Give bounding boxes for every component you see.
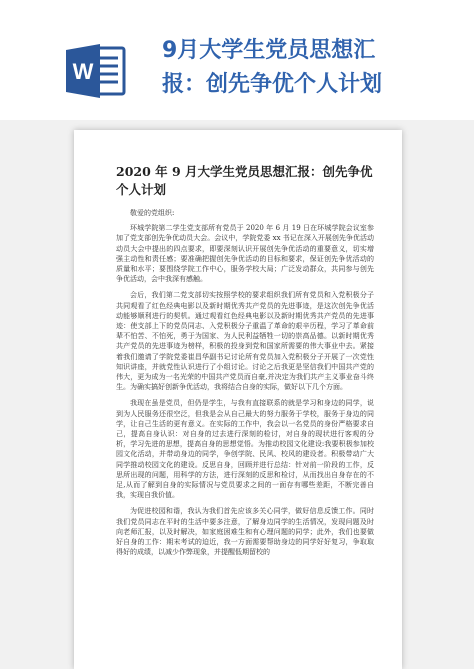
greeting: 敬爱的党组织: [130,209,175,217]
paragraph-1: 环城学院第二学生党支部所有党员于 2020 年 6 月 19 日在环城学院会议室参加了党支部创先争优动员大会。会议中，学院党委 xx 书记在深入开展创先争优活动动员大会中提出的四点要求，即要深刻认识开展创先争优活动的重要意义，切实增强主动性和责任感；要准确把握创先争优活动的目标和要求，保证创先争优活动的质量和水平；要围绕学院工作中心，服务学校大局；广泛发动群众，共同参与创先争优活动，会中我深有感触。 [116,224,374,284]
document-title-line-1: 9月大学生党员思想汇 [162,38,376,63]
paragraph-4: 为促进校园和谐，我认为我们首先应该多关心同学，做好信息反馈工作。同时我们党员同志在平时的生活中要多注意，了解身边同学的生活情况，发现问题及时向老师汇报，以及时解决，如家庭困难生和有心理问题的同学；此外，我们也要做好自身的工作：期末考试的迫近，我一方面需要帮助身边的同学好好复习，争取取得好的成绩，以减少作弊现象，并提醒低期留校的 [116,507,374,557]
word-document-icon [64,42,128,100]
word-icon-letter: W [72,59,94,84]
paragraph-2: 会后，我们第二党支部切实按照学校的要求组织我们所有党员和入党积极分子共同观看了红色经典电影以及新时期优秀共产党员的先进事迹，是这次创先争优活动能够顺利进行的契机。通过观看红色经典电影以及新时期优秀共产党员的先进事迹：使支部上下的党员同志、入党积极分子重温了革命的艰辛历程，学习了革命前辈不怕苦、不怕死，勇于为国家、为人民利益牺牲一切的崇高品德。以新时期优秀共产党员的先进事迹为榜样，积极的投身到党和国家所需要的伟大事业中去。紧接着我们邀请了学院党委崔昌华副书记讨论所有党员加入党积极分子开展了一次党性知识讲座，并就党性认识进行了小组讨论。讨论之后我更是坚信我们中国共产党的伟大，更为成为一名光荣的中国共产党员而自豪,并决定为我们共产主义事业奋斗终生。为确实搞好创新争优活动，我将结合自身的实际，做好以下几个方面。 [116,291,374,392]
document-body [116,208,374,564]
page-title: 2020 年 9 月大学生党员思想汇报：创先争优个人计划 [116,164,373,197]
document-page [74,130,402,669]
document-title [162,34,462,102]
document-title-line-2: 报：创先争优个人计划 [162,72,383,97]
header-banner [0,0,474,120]
paragraph-3: 我现在虽是党员，但仍是学生，与我有直接联系的就是学习和身边的同学，说到为人民服务还很空泛，但我是会从自己最大的努力服务于学校，服务于身边的同学，让自己生活的更有意义。在实际的工作中，我会以一名党员的身份严格要求自己，提高自身认识：对自身的过去进行深刻的检讨，对自身的现状进行客观的分析，学习先进的思想，提高自身的思想觉悟。为推动校园文化建设:我要积极参加校园文化活动，并带动身边的同学，争创学院、民风、校风的建设者。积极带动广大同学推动校园文化的建设。反思自身，回顾并进行总结：针对前一阶段的工作，反思所出现的问题，用科学的方法，进行深刻的反思和检讨，从而找出自身存在的不足,从而了解到自身的实际情况与党员要求之间的一面存有哪些差距，不断完善自我，实现自我价值。 [116,399,374,500]
